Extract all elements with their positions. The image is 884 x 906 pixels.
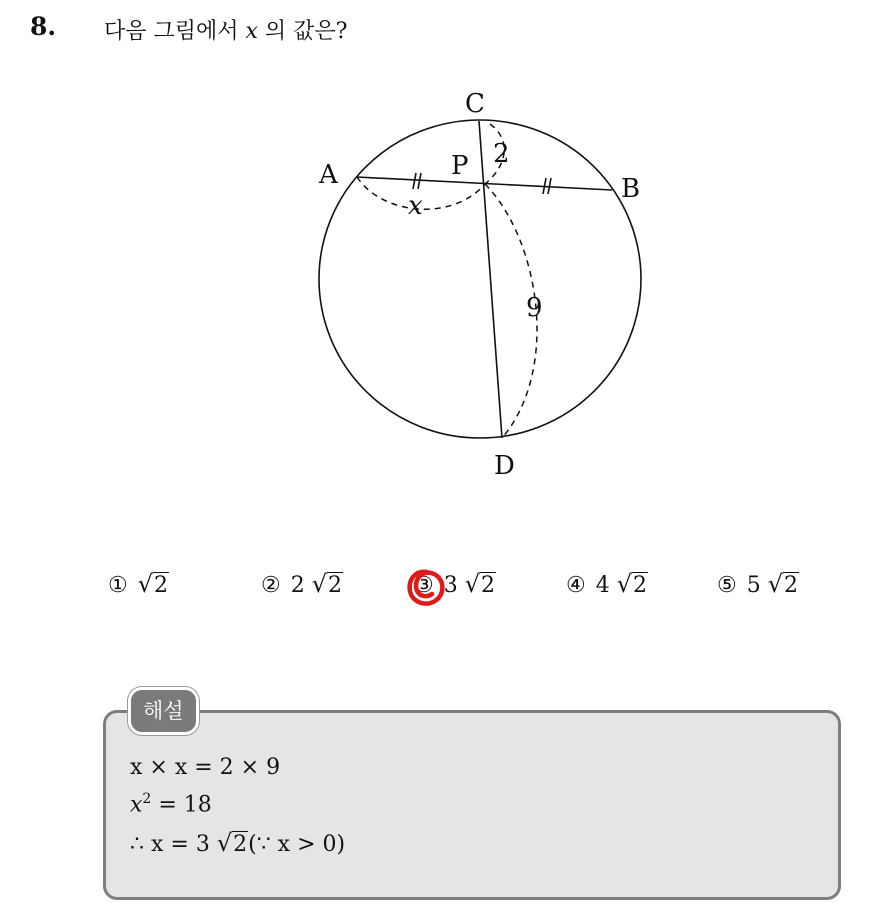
explanation-label: 해설	[128, 687, 199, 735]
sqrt-symbol: √2	[216, 829, 248, 857]
choice-2[interactable]	[261, 570, 343, 598]
choice-marker: ①	[108, 573, 128, 598]
question-variable: x	[245, 19, 258, 44]
choice-marker: ⑤	[717, 573, 737, 598]
explanation-line-3: ∴ x = 3 √2(∵ x > 0)	[130, 829, 346, 857]
sqrt-symbol: √2	[616, 570, 648, 598]
question-number: 8.	[30, 12, 57, 41]
label-a: A	[319, 160, 338, 190]
label-pc-length: 2	[493, 139, 510, 169]
choice-coef: 2	[290, 573, 305, 598]
label-c: C	[465, 89, 485, 119]
explanation-line-1: x × x = 2 × 9	[130, 755, 281, 780]
sqrt-symbol: √2	[311, 570, 343, 598]
circle	[319, 120, 641, 438]
label-b: B	[621, 174, 641, 204]
choice-marker: ②	[261, 573, 281, 598]
explanation-box	[103, 710, 841, 900]
explanation-line-2: $x^2 = 18$	[130, 791, 212, 818]
answer-circle-mark	[403, 564, 449, 610]
tick-ap	[413, 173, 416, 189]
sqrt-symbol: √2	[767, 570, 799, 598]
choice-coef: 5	[746, 573, 761, 598]
question-text: 다음 그림에서 x 의 값은?	[104, 19, 348, 44]
choice-coef: 4	[595, 573, 610, 598]
choice-coef: 3	[443, 573, 458, 598]
choice-4[interactable]	[566, 570, 648, 598]
label-pd-length: 9	[526, 293, 543, 323]
label-d: D	[494, 451, 515, 481]
choice-1[interactable]	[108, 570, 169, 598]
label-p: P	[451, 151, 469, 181]
sqrt-symbol: √2	[137, 570, 169, 598]
choice-marker: ③	[414, 573, 434, 598]
sqrt-symbol: √2	[464, 570, 496, 598]
choice-marker: ④	[566, 573, 586, 598]
label-ap-length: x	[408, 191, 423, 221]
choice-5[interactable]	[717, 570, 799, 598]
